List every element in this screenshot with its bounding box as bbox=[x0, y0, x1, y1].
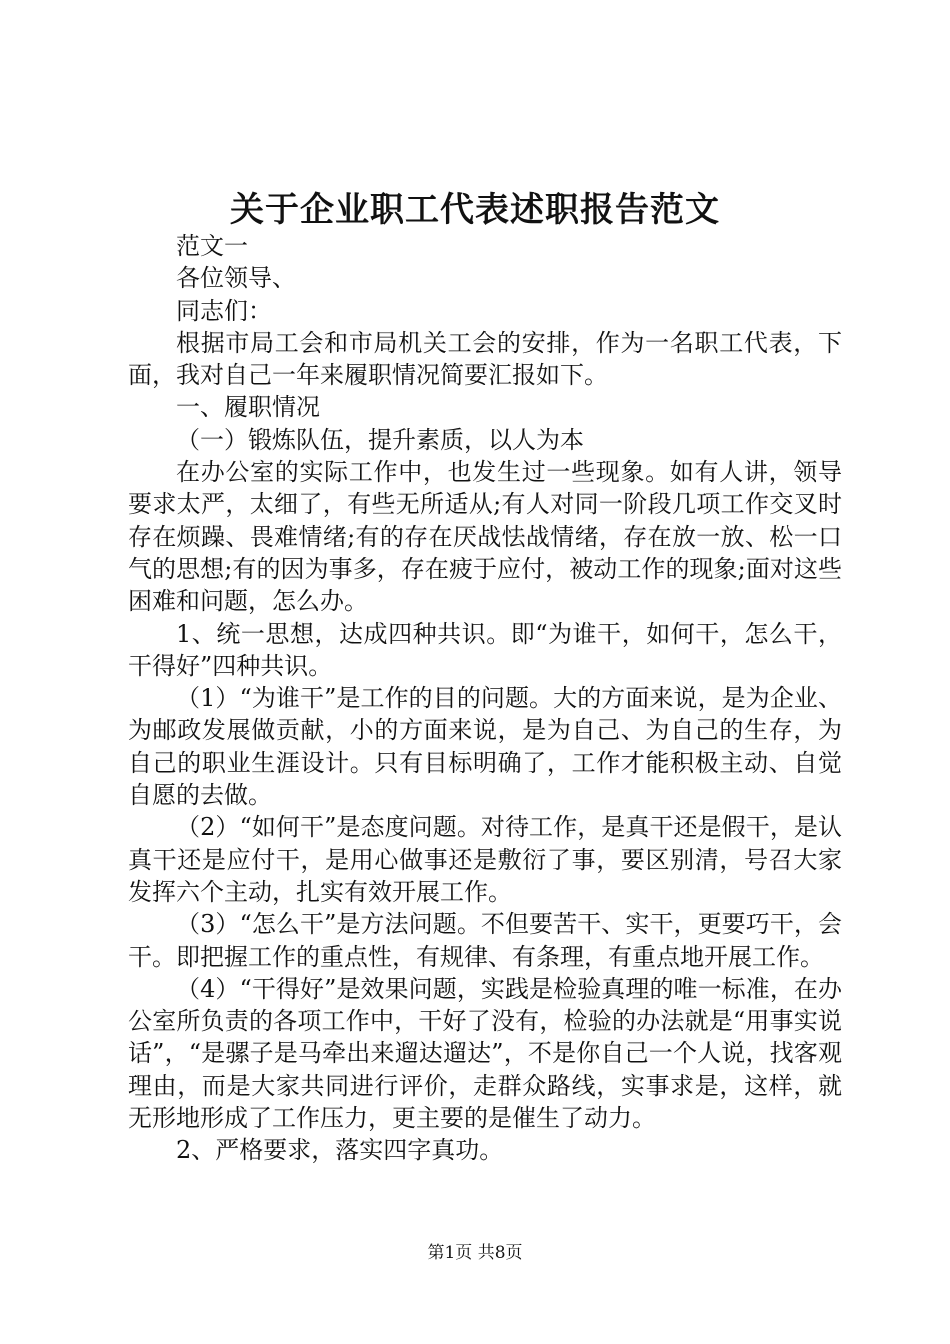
document-title: 关于企业职工代表述职报告范文 bbox=[230, 190, 720, 230]
section-heading-duty: 一、履职情况 bbox=[176, 393, 320, 422]
paragraph-office-issues: 在办公室的实际工作中，也发生过一些现象。如有人讲，领导要求太严，太细了，有些无所适从;有人对同一阶段几项工作交叉时存在烦躁、畏难情绪;有的存在厌战怯战情绪，存在放一放、松一口气的思想;有的因为事多，存在疲于应付，被动工作的现象;面对这些困难和问题，怎么办。 bbox=[128, 458, 842, 616]
subsection-heading-team: （一）锻炼队伍，提升素质，以人为本 bbox=[176, 425, 584, 454]
paragraph-intro: 根据市局工会和市局机关工会的安排，作为一名职工代表，下面，我对自己一年来履职情况简要汇报如下。 bbox=[128, 328, 842, 390]
paragraph-greeting-comrades: 同志们： bbox=[176, 296, 272, 325]
paragraph-item-1: （1）“为谁干”是工作的目的问题。大的方面来说，是为企业、为邮政发展做贡献，小的方面来说，是为自己、为自己的生存，为自己的职业生涯设计。只有目标明确了，工作才能积极主动、自觉自愿的去做。 bbox=[128, 684, 842, 810]
paragraph-item-2: （2）“如何干”是态度问题。对待工作，是真干还是假干，是认真干还是应付干，是用心做事还是敷衍了事，要区别清，号召大家发挥六个主动，扎实有效开展工作。 bbox=[128, 813, 842, 906]
paragraph-item-3: （3）“怎么干”是方法问题。不但要苦干、实干，更要巧干，会干。即把握工作的重点性，有规律、有条理，有重点地开展工作。 bbox=[128, 910, 842, 971]
document-body bbox=[128, 230, 842, 1167]
paragraph-greeting-leaders: 各位领导、 bbox=[176, 264, 296, 293]
paragraph-greeting-sample: 范文一 bbox=[176, 232, 248, 260]
paragraph-point-1: 1、统一思想，达成四种共识。即“为谁干，如何干，怎么干，干得好”四种共识。 bbox=[128, 619, 842, 680]
page-footer: 第1页 共8页 bbox=[427, 1243, 523, 1263]
paragraph-point-2: 2、严格要求，落实四字真功。 bbox=[176, 1136, 504, 1165]
paragraph-item-4: （4）“干得好”是效果问题，实践是检验真理的唯一标准，在办公室所负责的各项工作中，干好了没有，检验的办法就是“用事实说话”，“是骡子是马牵出来遛达遛达”，不是你自己一个人说，找客观理由，而是大家共同进行评价，走群众路线，实事求是，这样，就无形地形成了工作压力，更主要的是催生了动力。 bbox=[128, 974, 842, 1133]
